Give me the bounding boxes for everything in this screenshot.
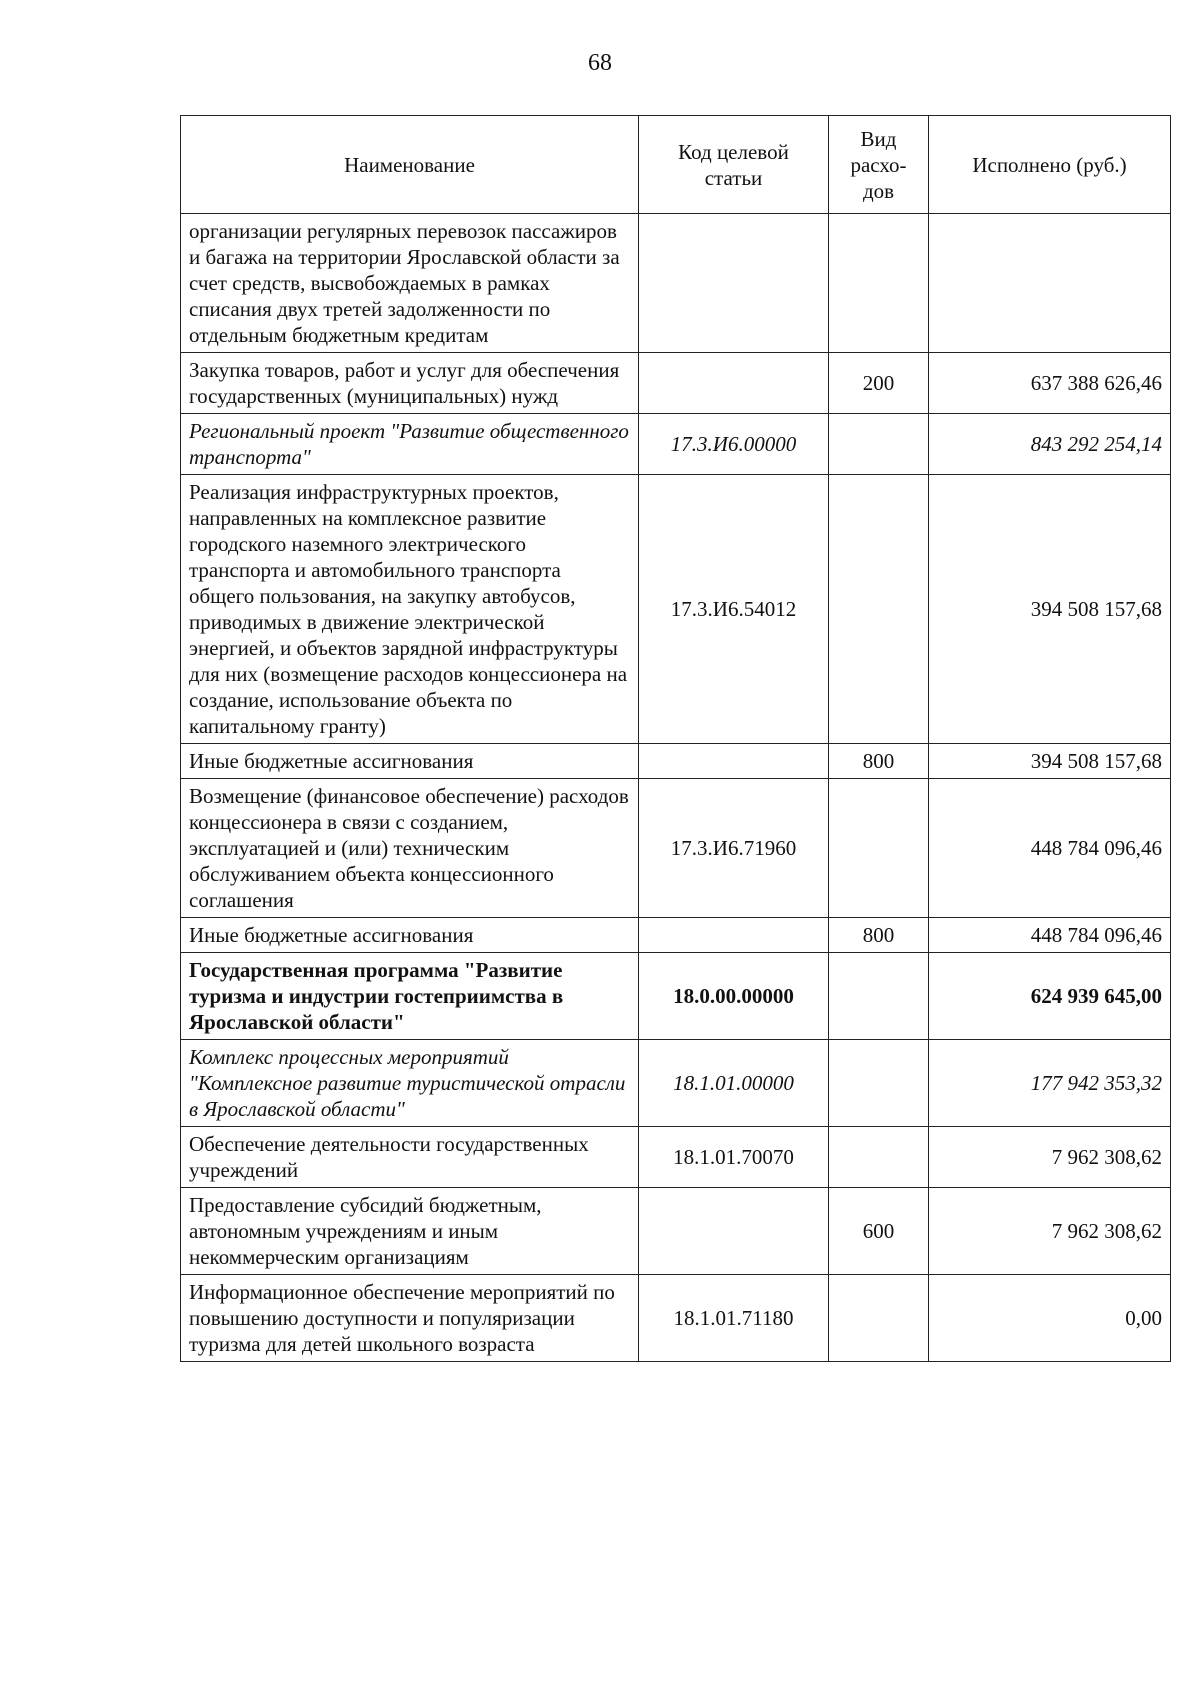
page-number: 68 [588,50,612,76]
cell-type [829,1040,929,1127]
cell-code [639,918,829,953]
cell-amount: 448 784 096,46 [929,918,1171,953]
cell-amount: 448 784 096,46 [929,779,1171,918]
table-row [181,744,1171,779]
cell-code: 17.3.И6.71960 [639,779,829,918]
cell-type: 200 [829,353,929,414]
cell-code: 18.1.01.71180 [639,1275,829,1362]
table-row [181,1040,1171,1127]
cell-name: Комплекс процессных мероприятий "Комплексное развитие туристической отрасли в Ярославской области" [181,1040,639,1127]
table-row [181,214,1171,353]
cell-amount: 637 388 626,46 [929,353,1171,414]
table-row [181,779,1171,918]
cell-amount: 0,00 [929,1275,1171,1362]
cell-type [829,953,929,1040]
cell-code [639,214,829,353]
cell-code: 18.1.01.00000 [639,1040,829,1127]
cell-amount: 394 508 157,68 [929,475,1171,744]
table-row [181,918,1171,953]
table-header-row [181,116,1171,214]
cell-code: 17.3.И6.54012 [639,475,829,744]
cell-code: 17.3.И6.00000 [639,414,829,475]
table-row [181,1188,1171,1275]
cell-type: 800 [829,744,929,779]
cell-amount: 624 939 645,00 [929,953,1171,1040]
cell-amount: 7 962 308,62 [929,1188,1171,1275]
header-amount: Исполнено (руб.) [929,116,1171,214]
cell-type: 800 [829,918,929,953]
table-row [181,414,1171,475]
cell-name: организации регулярных перевозок пассажиров и багажа на территории Ярославской области за счет средств, высвобождаемых в рамках списания двух третей задолженности по отдельным бюджетным кредитам [181,214,639,353]
header-code: Код целевой статьи [639,116,829,214]
cell-amount [929,214,1171,353]
cell-amount: 177 942 353,32 [929,1040,1171,1127]
cell-name: Региональный проект "Развитие общественного транспорта" [181,414,639,475]
cell-amount: 394 508 157,68 [929,744,1171,779]
table-row [181,475,1171,744]
cell-type [829,475,929,744]
cell-code [639,1188,829,1275]
cell-name: Предоставление субсидий бюджетным, автономным учреждениям и иным некоммерческим организациям [181,1188,639,1275]
cell-amount: 7 962 308,62 [929,1127,1171,1188]
cell-name: Закупка товаров, работ и услуг для обеспечения государственных (муниципальных) нужд [181,353,639,414]
table-row [181,353,1171,414]
header-name: Наименование [181,116,639,214]
cell-name: Иные бюджетные ассигнования [181,918,639,953]
cell-code [639,744,829,779]
cell-type: 600 [829,1188,929,1275]
cell-name: Иные бюджетные ассигнования [181,744,639,779]
header-type: Вид расхо-дов [829,116,929,214]
cell-type [829,214,929,353]
budget-table [180,115,1171,1362]
cell-code: 18.0.00.00000 [639,953,829,1040]
table-row [181,1275,1171,1362]
cell-code [639,353,829,414]
cell-amount: 843 292 254,14 [929,414,1171,475]
cell-name: Информационное обеспечение мероприятий по повышению доступности и популяризации туризма для детей школьного возраста [181,1275,639,1362]
cell-type [829,414,929,475]
cell-type [829,1127,929,1188]
cell-type [829,779,929,918]
cell-name: Обеспечение деятельности государственных учреждений [181,1127,639,1188]
table-row [181,953,1171,1040]
cell-name: Государственная программа "Развитие туризма и индустрии гостеприимства в Ярославской области" [181,953,639,1040]
cell-code: 18.1.01.70070 [639,1127,829,1188]
table-row [181,1127,1171,1188]
cell-name: Возмещение (финансовое обеспечение) расходов концессионера в связи с созданием, эксплуатацией и (или) техническим обслуживанием объекта концессионного соглашения [181,779,639,918]
cell-type [829,1275,929,1362]
cell-name: Реализация инфраструктурных проектов, направленных на комплексное развитие городского наземного электрического транспорта и автомобильного транспорта общего пользования, на закупку автобусов, приводимых в движение электрической энергией, и объектов зарядной инфраструктуры для них (возмещение расходов концессионера на создание, использование объекта по капитальному гранту) [181,475,639,744]
